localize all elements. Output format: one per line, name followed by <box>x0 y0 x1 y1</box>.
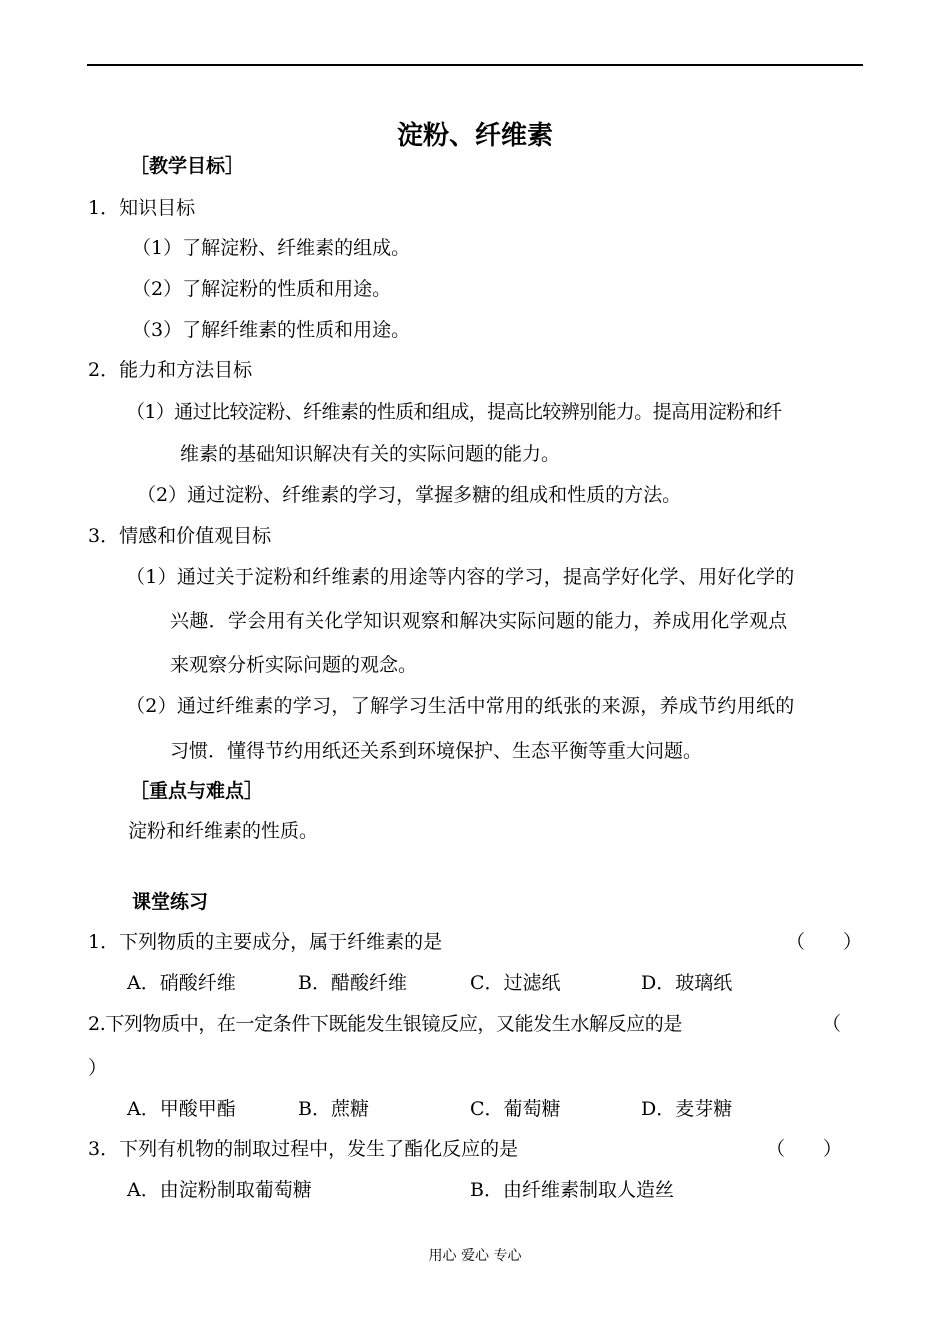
key-points-heading: ［重点与难点］ <box>130 780 264 802</box>
answer-bracket: （ ） <box>786 931 863 953</box>
ability-item-line: 维素的基础知识解决有关的实际问题的能力。 <box>180 443 561 465</box>
emotion-item-line: （2）通过纤维素的学习，了解学习生活中常用的纸张的来源，养成节约用纸的 <box>126 695 795 717</box>
answer-bracket-close: ） <box>88 1057 108 1079</box>
ability-heading: 2．能力和方法目标 <box>88 359 253 381</box>
emotion-item-line: （1）通过关于淀粉和纤维素的用途等内容的学习，提高学好化学、用好化学的 <box>126 566 795 588</box>
ability-item: （2）通过淀粉、纤维素的学习，掌握多糖的组成和性质的方法。 <box>137 484 682 506</box>
option: C．葡萄糖 <box>470 1098 561 1120</box>
emotion-item-line: 兴趣．学会用有关化学知识观察和解决实际问题的能力，养成用化学观点 <box>170 610 788 632</box>
question-stem: 2.下列物质中，在一定条件下既能发生银镜反应，又能发生水解反应的是 <box>88 1013 682 1035</box>
option: B．由纤维素制取人造丝 <box>470 1179 674 1201</box>
knowledge-heading: 1．知识目标 <box>88 197 196 219</box>
objectives-heading: ［教学目标］ <box>130 155 245 177</box>
emotion-item-line: 来观察分析实际问题的观念。 <box>170 654 418 676</box>
knowledge-item: （1）了解淀粉、纤维素的组成。 <box>132 237 411 259</box>
answer-bracket-open: （ <box>822 1013 842 1035</box>
option: B．蔗糖 <box>298 1098 369 1120</box>
question-stem: 3．下列有机物的制取过程中，发生了酯化反应的是 <box>88 1138 519 1160</box>
ability-item-line: （1）通过比较淀粉、纤维素的性质和组成，提高比较辨别能力。提高用淀粉和纤 <box>126 401 782 423</box>
option: C．过滤纸 <box>470 972 561 994</box>
emotion-item-line: 习惯．懂得节约用纸还关系到环境保护、生态平衡等重大问题。 <box>170 740 703 762</box>
page-footer: 用心 爱心 专心 <box>428 1248 522 1264</box>
option: D．麦芽糖 <box>641 1098 733 1120</box>
option: B．醋酸纤维 <box>298 972 407 994</box>
option: A．硝酸纤维 <box>127 972 236 994</box>
option: D．玻璃纸 <box>641 972 733 994</box>
emotion-heading: 3．情感和价值观目标 <box>88 525 272 547</box>
header-rule <box>87 64 863 66</box>
option: A．由淀粉制取葡萄糖 <box>127 1179 312 1201</box>
practice-heading: 课堂练习 <box>132 891 209 913</box>
knowledge-item: （2）了解淀粉的性质和用途。 <box>132 278 392 300</box>
page-title: 淀粉、纤维素 <box>396 121 553 151</box>
option: A．甲酸甲酯 <box>127 1098 236 1120</box>
key-points-text: 淀粉和纤维素的性质。 <box>128 820 319 842</box>
answer-bracket: （ ） <box>766 1138 843 1160</box>
question-stem: 1．下列物质的主要成分，属于纤维素的是 <box>88 931 443 953</box>
knowledge-item: （3）了解纤维素的性质和用途。 <box>132 319 411 341</box>
